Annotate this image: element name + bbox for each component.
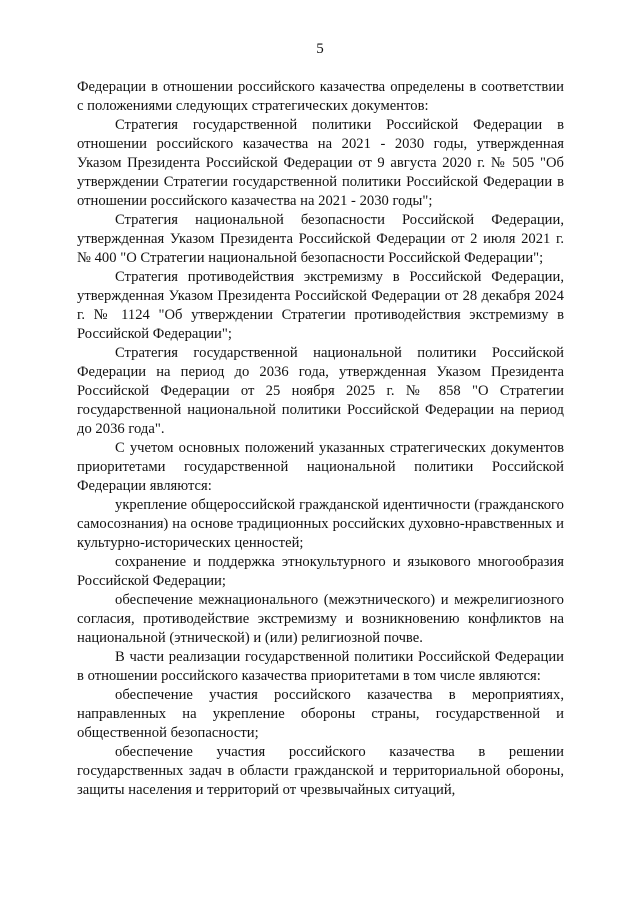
- paragraph-intro: Федерации в отношении российского казачества определены в соответствии с положениями следующих стратегических документов:: [77, 79, 564, 114]
- paragraph-strategy-national-policy: Стратегия государственной национальной политики Российской Федерации на период до 2036 года, утвержденная Указом Президента Российской Федерации от 25 ноября 2025 г. № 858 "О Стратегии государственной национальной политики Российской Федерации на период до 2036 года".: [77, 345, 564, 437]
- paragraph-strategy-cossacks: Стратегия государственной политики Российской Федерации в отношении российского казачества на 2021 - 2030 годы, утвержденная Указом Президента Российской Федерации от 9 августа 2020 г. № 505 "Об утверждении Стратегии государственной политики Российской Федерации в отношении российского казачества на 2021 - 2030 годы";: [77, 117, 564, 209]
- paragraph-priorities-intro: С учетом основных положений указанных стратегических документов приоритетами государственной национальной политики Российской Федерации являются:: [77, 440, 564, 494]
- paragraph-cossack-civil-defense: обеспечение участия российского казачества в решении государственных задач в области гражданской и территориальной обороны, защиты населения и территорий от чрезвычайных ситуаций,: [77, 744, 564, 798]
- paragraph-priority-diversity: сохранение и поддержка этнокультурного и языкового многообразия Российской Федерации;: [77, 554, 564, 589]
- paragraph-cossack-defense: обеспечение участия российского казачества в мероприятиях, направленных на укрепление обороны страны, государственной и общественной безопасности;: [77, 687, 564, 741]
- paragraph-priority-harmony: обеспечение межнационального (межэтнического) и межрелигиозного согласия, противодействие экстремизму и возникновению конфликтов на национальной (этнической) и (или) религиозной почве.: [77, 592, 564, 646]
- paragraph-strategy-extremism: Стратегия противодействия экстремизму в Российской Федерации, утвержденная Указом Президента Российской Федерации от 28 декабря 2024 г. № 1124 "Об утверждении Стратегии противодействия экстремизму в Российской Федерации";: [77, 269, 564, 342]
- paragraph-priority-identity: укрепление общероссийской гражданской идентичности (гражданского самосознания) на основе традиционных российских духовно-нравственных и культурно-исторических ценностей;: [77, 497, 564, 551]
- paragraph-cossack-priorities-intro: В части реализации государственной политики Российской Федерации в отношении российского казачества приоритетами в том числе являются:: [77, 649, 564, 684]
- document-body: [77, 78, 564, 800]
- paragraph-strategy-security: Стратегия национальной безопасности Российской Федерации, утвержденная Указом Президента Российской Федерации от 2 июля 2021 г. № 400 "О Стратегии национальной безопасности Российской Федерации";: [77, 212, 564, 266]
- page-number: 5: [316, 41, 324, 57]
